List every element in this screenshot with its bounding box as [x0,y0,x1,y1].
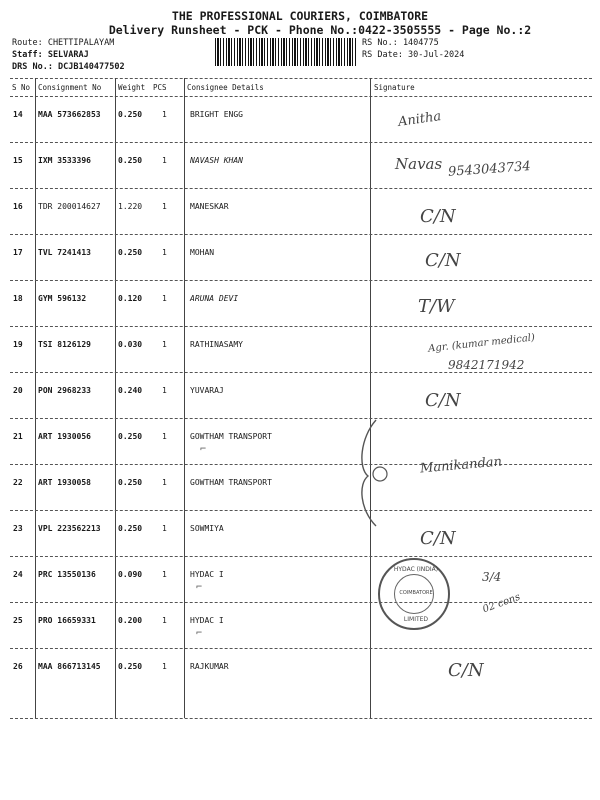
row-sno: 21 [13,432,23,441]
row-pcs: 1 [162,570,167,579]
row-consignment: ART 1930056 [38,432,91,441]
table-row [10,464,592,510]
row-sno: 15 [13,156,23,165]
table-row [10,188,592,234]
signature-14: Anitha [397,109,443,130]
row-consignment: PRC 13550136 [38,570,96,579]
table-row [10,648,592,694]
row-consignment: ART 1930058 [38,478,91,487]
row-pcs: 1 [162,478,167,487]
row-weight: 0.200 [118,616,143,625]
row-weight: 0.250 [118,156,143,165]
row-consignee: SOWMIYA [190,524,224,533]
table-row [10,96,592,142]
tick-mark: ⌐ [196,582,203,593]
row-pcs: 1 [162,432,167,441]
row-sno: 20 [13,386,23,395]
row-pcs: 1 [162,386,167,395]
col-consignee: Consignee Details [187,83,264,92]
signature-22: Manikandan [419,454,503,477]
row-consignee: MANESKAR [190,202,229,211]
tick-mark: ⌐ [200,444,207,455]
rs-date: RS Date: 30-Jul-2024 [362,50,465,60]
row-pcs: 1 [162,202,167,211]
table-row [10,556,592,602]
row-consignee: HYDAC I [190,570,224,579]
col-consignment: Consignment No [38,83,102,92]
row-weight: 0.250 [118,478,143,487]
signature-24: 3/4 [482,570,502,584]
route-label: Route: CHETTIPALAYAM [12,38,115,48]
row-consignee: ARUNA DEVI [190,294,239,303]
row-consignment: TDR 200014627 [38,202,101,211]
row-pcs: 1 [162,248,167,257]
row-weight: 0.250 [118,110,143,119]
row-weight: 0.120 [118,294,143,303]
table-row [10,602,592,648]
row-pcs: 1 [162,524,167,533]
signature-19-phone: 9842171942 [448,358,525,372]
staff-label: Staff: SELVARAJ [12,50,89,60]
row-weight: 0.250 [118,662,143,671]
row-pcs: 1 [162,294,167,303]
col-weight: Weight [118,83,146,92]
row-sno: 16 [13,202,23,211]
signature-15-name: Navas [395,155,443,173]
table-row [10,372,592,418]
row-sno: 14 [13,110,23,119]
signature-20: C/N [425,390,461,411]
col-pcs: PCS [153,83,167,92]
signature-19-name: Agr. (kumar medical) [427,332,536,355]
row-weight: 0.250 [118,248,143,257]
signature-23: C/N [420,528,456,549]
stamp-bottom-text: LIMITED [403,616,429,623]
stamp-top-text: HYDAC (INDIA) [393,566,439,573]
barcode [215,38,357,66]
row-consignment: MAA 573662853 [38,110,101,119]
signature-16: C/N [420,206,456,227]
row-sno: 17 [13,248,23,257]
row-pcs: 1 [162,616,167,625]
row-consignee: RATHINASAMY [190,340,243,349]
row-weight: 0.240 [118,386,143,395]
row-sno: 24 [13,570,23,579]
signature-17: C/N [425,250,461,271]
col-sno: S No [12,83,31,92]
row-pcs: 1 [162,340,167,349]
row-consignment: MAA 866713145 [38,662,101,671]
rs-number: RS No.: 1404775 [362,38,439,48]
row-weight: 0.250 [118,524,143,533]
row-pcs: 1 [162,662,167,671]
tick-mark: ⌐ [196,628,203,639]
drs-number: DRS No.: DCJB140477502 [12,62,125,72]
row-sno: 18 [13,294,23,303]
row-weight: 0.090 [118,570,143,579]
row-consignment: TVL 7241413 [38,248,91,257]
row-weight: 0.250 [118,432,143,441]
row-weight: 1.220 [118,202,143,211]
row-pcs: 1 [162,110,167,119]
table-row [10,418,592,464]
row-consignee: MOHAN [190,248,215,257]
handwritten-brace [354,418,394,528]
row-consignee: BRIGHT ENGG [190,110,243,119]
col-signature: Signature [374,83,415,92]
row-consignee: HYDAC I [190,616,224,625]
stamp-center-text: COIMBATORE [399,590,433,596]
row-sno: 22 [13,478,23,487]
row-consignment: PON 2968233 [38,386,91,395]
signature-25: 02 cons [481,591,522,616]
row-consignee: GOWTHAM TRANSPORT [190,432,272,441]
row-consignment: GYM 596132 [38,294,87,303]
table-row [10,510,592,556]
row-consignee: NAVASH KHAN [190,156,243,165]
row-consignment: TSI 8126129 [38,340,91,349]
company-title: THE PROFESSIONAL COURIERS, COIMBATORE [171,9,429,23]
signature-18: T/W [418,296,455,317]
row-sno: 23 [13,524,23,533]
table-row [10,280,592,326]
company-stamp [378,558,450,630]
row-pcs: 1 [162,156,167,165]
row-consignee: YUVARAJ [190,386,224,395]
row-consignment: IXM 3533396 [38,156,91,165]
signature-26: C/N [448,660,484,681]
row-weight: 0.030 [118,340,143,349]
row-consignment: PRO 16659331 [38,616,96,625]
table-row [10,234,592,280]
row-sno: 25 [13,616,23,625]
row-sno: 19 [13,340,23,349]
runsheet-subtitle: Delivery Runsheet - PCK - Phone No.:0422-3505555 - Page No.:2 [108,23,532,37]
row-sno: 26 [13,662,23,671]
row-consignee: GOWTHAM TRANSPORT [190,478,272,487]
row-consignment: VPL 223562213 [38,524,101,533]
row-consignee: RAJKUMAR [190,662,229,671]
signature-15-phone: 9543043734 [447,159,532,180]
